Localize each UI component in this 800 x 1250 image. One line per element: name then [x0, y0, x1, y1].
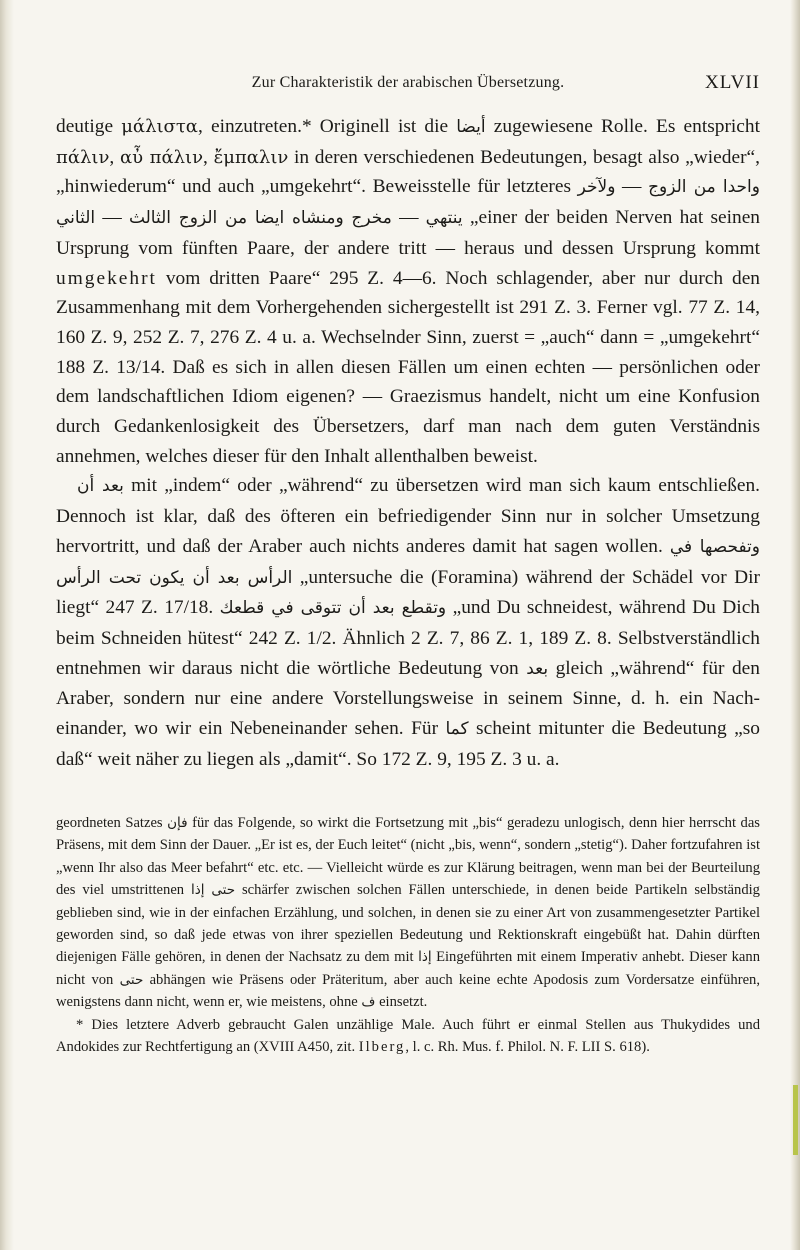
arabic-word: حتى: [119, 971, 144, 988]
greek-word: αὖ πάλιν: [119, 146, 204, 168]
emphasized-word: Ilberg: [358, 1039, 406, 1056]
arabic-quotation: وتقطع بعد أن تتوقى في قطعك: [219, 598, 447, 619]
text-run: —: [391, 207, 426, 229]
greek-word: μάλιστα: [121, 116, 198, 137]
footnotes: [56, 812, 760, 1058]
arabic-word: كما: [445, 719, 469, 740]
arabic-word: ينتهي: [425, 208, 463, 229]
text-run: für das Folgende, so wirkt die Fortsetzung mit „bis“ geradezu unlogisch, denn hier herrscht das Präsens, mit dem Sinn der Dauer. „Er ist es, der Euch leitet“ (nicht „bis, wenn“, sondern „stetig“). Daher fortzufahren ist „wenn Ihr also das Meer befahrt“ etc. etc. — Vielleicht würde es zur Klärung beitragen, wenn man bei der Beurteilung des viel umstrittenen: [56, 815, 760, 899]
page-edge-marker: [793, 1085, 798, 1155]
main-text: [56, 112, 760, 774]
arabic-word: حتى: [211, 882, 236, 899]
text-run: schärfer zwischen solchen Fällen unterschiede, in denen beide Partikeln selbständig geblieben sind, wie in der einfachen Erzählung, und solchen, in denen sie zu einer Art von zusammengesetzter Partikel geworden sind, so daß jede etwas von ihrer speziellen Bedeutung und Rektionskraft eingebüßt hat. Dahin dürften diejenigen Fälle gehören, in denen der Nachsatz zu dem mit: [56, 882, 760, 966]
text-run: , l. c. Rh. Mus. f. Philol. N. F. LII S. 618).: [405, 1039, 650, 1056]
arabic-quotation: وتفحصها في الرأس بعد أن يكون تحت الرأس: [56, 536, 760, 588]
text-run: —: [95, 207, 129, 229]
text-run: geordneten Satzes: [56, 815, 168, 831]
arabic-quotation: مخرج ومنشاه ايضا من الزوج الثالث: [128, 208, 392, 229]
text-run: gleich „während“ für den Araber, sondern nur eine andere Vorstellungsweise in seinem Sinne, d. h. ein Nach-einander, wo wir ein Nebeneinander sehen. Für: [56, 657, 760, 740]
text-run: „einer der beiden Nerven hat seinen Ursprung vom fünften Paare, der andere tritt — heraus und dessen Ursprung kommt: [56, 207, 761, 259]
paragraph-1: [56, 112, 760, 471]
text-run: „und Du schneidest, während Du Dich beim Schneiden hütest“ 242 Z. 1/2. Ähnlich 2 Z. 7, 86 Z. 1, 189 Z. 8. Selbstverständlich entnehmen wir daraus nicht die wörtliche Bedeutung von: [56, 597, 761, 679]
arabic-word: إذا: [191, 882, 205, 899]
binding-shadow: [0, 0, 14, 1250]
arabic-word: ولآخر: [577, 177, 616, 198]
text-run: ,: [203, 146, 214, 168]
greek-word: ἔμπαλιν: [213, 146, 289, 168]
running-head-title: Zur Charakteristik der arabischen Übersetzung.: [251, 74, 565, 91]
text-run: „untersuche die (Foramina) während der Schädel vor Dir liegt“ 247 Z. 17/18.: [56, 566, 760, 619]
text-run: deutige: [56, 116, 122, 137]
text-run: , einzutreten.* Originell ist die: [197, 116, 457, 137]
text-run: Eingeführten mit einem Imperativ anhebt. Dieser kann nicht von: [56, 949, 760, 988]
emphasized-word: umgekehrt: [56, 267, 157, 289]
arabic-word: بعد: [526, 658, 549, 679]
arabic-word: أيضا: [456, 117, 486, 137]
greek-word: πάλιν: [56, 146, 110, 168]
text-run: * Dies letztere Adverb gebraucht Galen unzählige Male. Auch führt er einmal Stellen aus Thukydides und Andokides zur Rechtfertigung an (XVIII A450, zit.: [56, 1016, 760, 1056]
footnote-continuation: [56, 812, 760, 1014]
text-run: —: [615, 176, 649, 198]
text-run: abhängen wie Präsens oder Präteritum, aber auch keine echte Apodosis zum Vordersatze einführen, wenigstens dann nicht, wenn er, wie meistens, ohne: [56, 971, 761, 1011]
page-number: XLVII: [705, 72, 760, 93]
running-head: [56, 72, 760, 102]
arabic-word: ف: [361, 994, 376, 1011]
arabic-word: فإن: [167, 815, 188, 831]
arabic-quotation: واحدا من الزوج الثاني: [56, 177, 760, 229]
arabic-word: إذا: [418, 949, 432, 966]
page-right-edge: [790, 0, 800, 1250]
text-run: vom dritten Paare“ 295 Z. 4—6. Noch schlagender, aber nur durch den Zusammenhang mit dem Vorhergehenden sichergestellt ist 291 Z. 3. Ferner vgl. 77 Z. 14, 160 Z. 9, 252 Z. 7, 276 Z. 4 u. a. Wechselnder Sinn, zuerst = „auch“ dann = „umgekehrt“ 188 Z. 13/14. Daß es sich in allen diesen Fällen um einen echten — persönlichen oder dem landschaftlichen Idiom eigenen? — Graezismus handelt, nicht um eine Konfusion durch Gedankenlosigkeit des Übersetzers, darf man nach dem guten Verständnis annehmen, welches dieser für den Inhalt allenthalben beweist.: [56, 267, 760, 467]
text-run: in deren verschiedenen Bedeutungen, besagt also „wieder“, „hinwiederum“ und auch „umgekehrt“. Beweisstelle für letzteres: [56, 146, 760, 198]
text-run: scheint mitunter die Bedeutung „so daß“ weit näher zu liegen als „damit“. So 172 Z. 9, 195 Z. 3 u. a.: [56, 718, 760, 770]
footnote-star: [56, 1014, 760, 1059]
text-run: einsetzt.: [375, 994, 428, 1011]
text-run: ,: [109, 146, 120, 168]
arabic-word: بعد أن: [77, 476, 124, 497]
text-run: mit „indem“ oder „während“ zu übersetzen wird man sich kaum entschließen. Dennoch ist klar, daß des öfteren ein befriedigender Sinn nur in solcher Umsetzung hervortritt, und daß der Araber auch nichts anderes damit hat sagen wollen.: [56, 475, 761, 557]
text-run: zugewiesene Rolle. Es entspricht: [485, 116, 760, 137]
paragraph-2: [56, 471, 760, 774]
